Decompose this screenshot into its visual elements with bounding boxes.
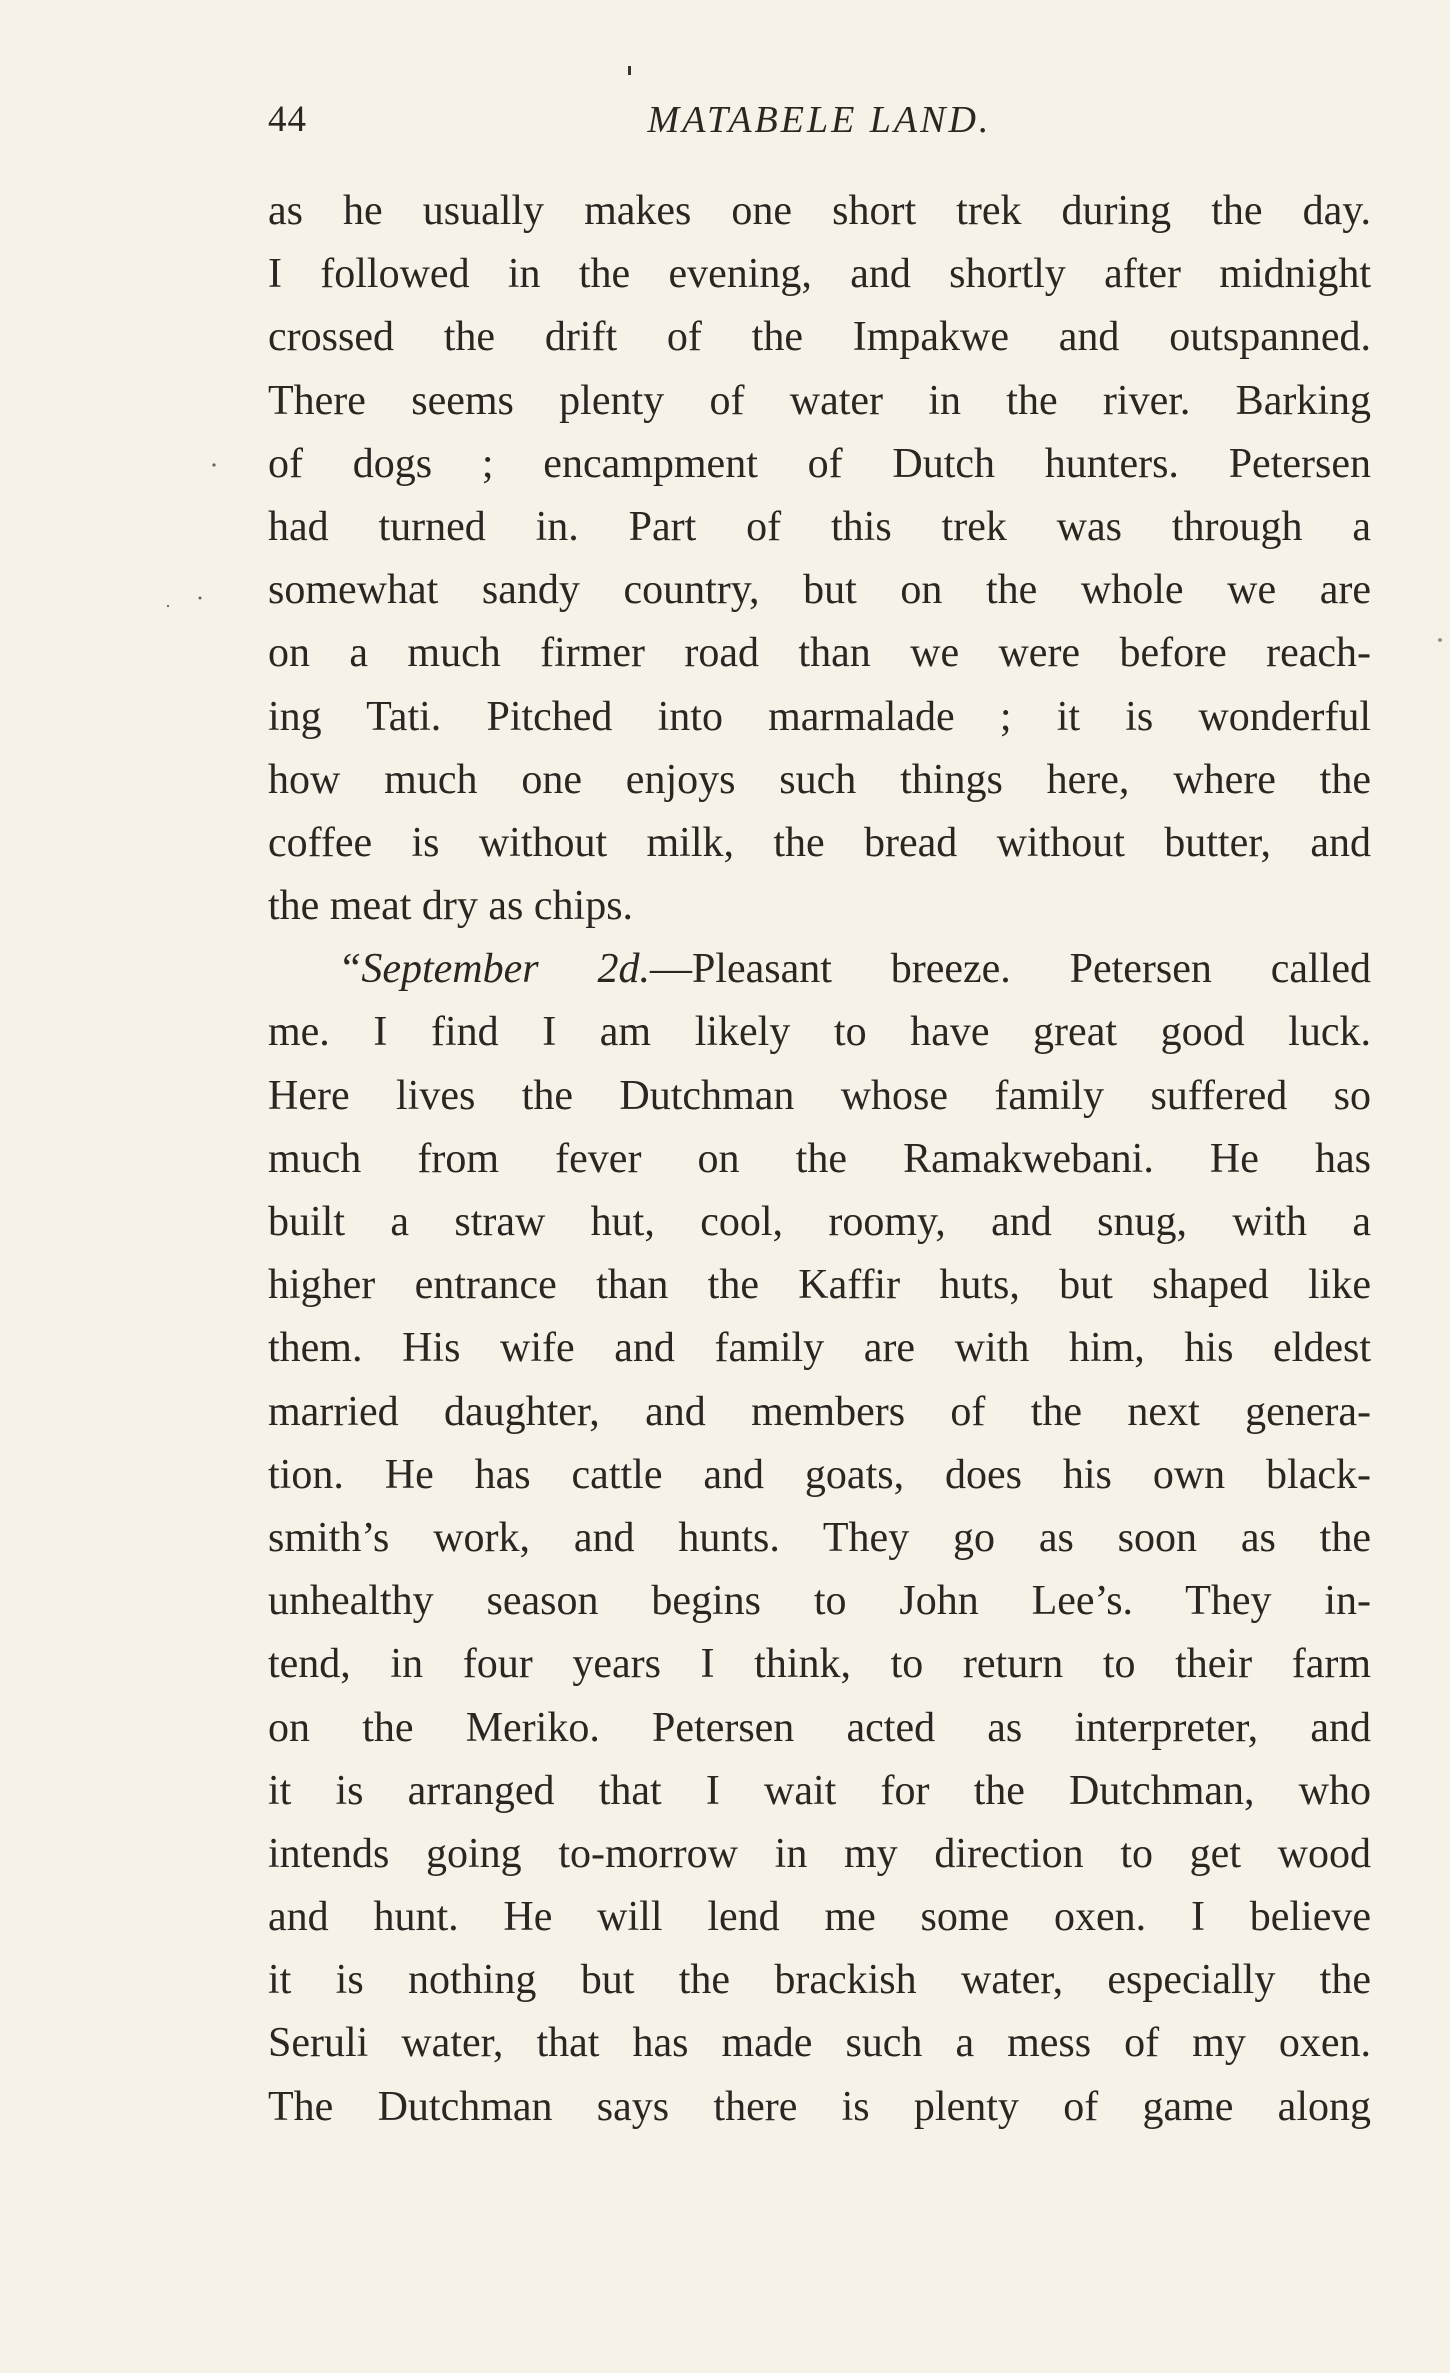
- text-line: me. I find I am likely to have great good luck.: [268, 1009, 1371, 1056]
- paragraph-1: [268, 180, 1371, 938]
- text-line: them. His wife and family are with him, his eldest: [268, 1325, 1371, 1372]
- text-line: had turned in. Part of this trek was through a: [268, 503, 1371, 550]
- text-line: higher entrance than the Kaffir huts, but shaped like: [268, 1262, 1371, 1309]
- text-line: as he usually makes one short trek during the day.: [268, 188, 1371, 234]
- text-line: much from fever on the Ramakwebani. He has: [268, 1135, 1371, 1182]
- body-text: [268, 180, 1371, 2139]
- text-line: unhealthy season begins to John Lee’s. They in-: [268, 1578, 1371, 1625]
- running-title: MATABELE LAND.: [647, 99, 992, 141]
- paragraph-2-first-line: [268, 938, 1371, 1001]
- text-line: intends going to-morrow in my direction to get wood: [268, 1830, 1371, 1877]
- text-line: I followed in the evening, and shortly after midnight: [268, 251, 1371, 298]
- text-line: on a much firmer road than we were before reach-: [268, 630, 1371, 677]
- text-line: and hunt. He will lend me some oxen. I believe: [268, 1894, 1371, 1941]
- page-number: 44: [268, 99, 307, 140]
- paragraph-2: [268, 938, 1371, 2139]
- text-line: built a straw hut, cool, roomy, and snug, with a: [268, 1199, 1371, 1245]
- diary-date: “September 2d.: [338, 946, 650, 993]
- ink-speck: [167, 605, 169, 607]
- first-line-text: —Pleasant breeze. Petersen called: [649, 946, 1371, 993]
- text-line: of dogs ; encampment of Dutch hunters. Petersen: [268, 440, 1371, 487]
- ink-speck: [1438, 638, 1442, 642]
- text-line: Here lives the Dutchman whose family suffered so: [268, 1072, 1371, 1119]
- text-line: coffee is without milk, the bread without butter, and: [268, 819, 1371, 866]
- ink-speck: [628, 66, 631, 75]
- text-line: it is nothing but the brackish water, especially the: [268, 1957, 1371, 2004]
- text-line: ing Tati. Pitched into marmalade ; it is wonderful: [268, 693, 1371, 740]
- ink-speck: [199, 597, 202, 600]
- running-head: [268, 98, 1371, 158]
- ink-speck: [212, 463, 215, 466]
- text-line: There seems plenty of water in the river. Barking: [268, 377, 1371, 424]
- text-line: it is arranged that I wait for the Dutchman, who: [268, 1767, 1371, 1814]
- text-line: tion. He has cattle and goats, does his own black-: [268, 1451, 1371, 1498]
- text-line: on the Meriko. Petersen acted as interpreter, and: [268, 1704, 1371, 1751]
- text-line: The Dutchman says there is plenty of game along: [268, 2083, 1371, 2130]
- text-line: smith’s work, and hunts. They go as soon as the: [268, 1514, 1371, 1561]
- text-line: how much one enjoys such things here, where the: [268, 756, 1371, 803]
- text-line: somewhat sandy country, but on the whole we are: [268, 567, 1371, 614]
- text-line: tend, in four years I think, to return to their farm: [268, 1641, 1371, 1688]
- text-line: Seruli water, that has made such a mess of my oxen.: [268, 2020, 1371, 2067]
- text-line: the meat dry as chips.: [268, 883, 634, 930]
- text-line: married daughter, and members of the next genera-: [268, 1388, 1371, 1435]
- text-line: crossed the drift of the Impakwe and outspanned.: [268, 314, 1371, 361]
